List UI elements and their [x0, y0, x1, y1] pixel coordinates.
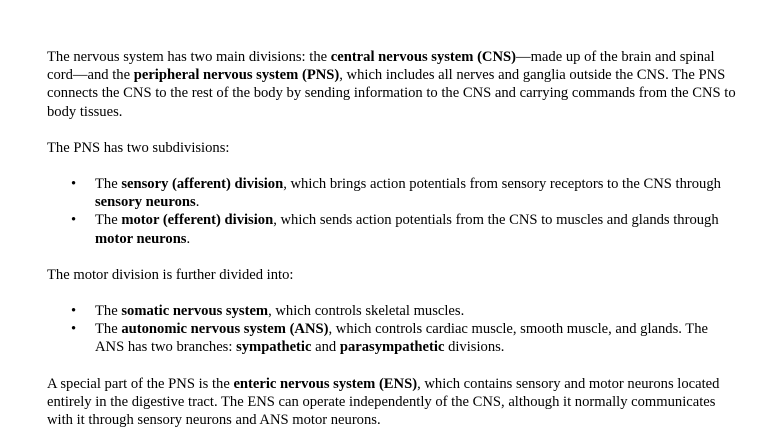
bullet-icon: • [71, 176, 77, 193]
intro-paragraph [47, 48, 737, 121]
term-autonomic-nervous-system: autonomic nervous system (ANS) [121, 321, 329, 338]
pns-subdivisions-heading: The PNS has two subdivisions: [47, 139, 230, 156]
term-enteric-nervous-system: enteric nervous system (ENS) [233, 375, 418, 392]
term-motor-division: motor (efferent) division [121, 212, 274, 229]
motor-division-list [47, 302, 737, 357]
list-item-motor-division: • The motor (efferent) division, which sends action potentials from the CNS to muscles and glands through motor neurons. [71, 212, 719, 247]
term-sensory-neurons: sensory neurons [95, 194, 196, 211]
list-item-autonomic: • The autonomic nervous system (ANS), which controls cardiac muscle, smooth muscle, and glands. The ANS has two branches: sympathetic and parasympathetic divisions. [71, 321, 708, 356]
term-pns: peripheral nervous system (PNS) [133, 67, 340, 84]
term-sympathetic: sympathetic [236, 339, 312, 356]
text-span: , which includes all nerves and ganglia outside the CNS. The PNS connects the CNS to the rest of the body by sending information to the CNS and carrying commands from the CNS to body tissues. [47, 67, 736, 120]
enteric-paragraph: A special part of the PNS is the enteric nervous system (ENS), which contains sensory and motor neurons located entirely in the digestive tract. The ENS can operate independently of the CNS, although it normally communicates with it through sensory neurons and ANS motor neurons. [47, 375, 720, 429]
bullet-icon: • [71, 321, 77, 338]
term-somatic-nervous-system: somatic nervous system [121, 303, 269, 320]
term-motor-neurons: motor neurons [95, 230, 187, 247]
term-parasympathetic: parasympathetic [339, 339, 445, 356]
document-body [47, 48, 737, 429]
text-span: The nervous system has two main divisions: the [47, 49, 331, 65]
pns-subdivisions-list [47, 175, 737, 248]
term-cns: central nervous system (CNS) [330, 49, 516, 65]
list-item-sensory-division: • The sensory (afferent) division, which brings action potentials from sensory receptors to the CNS through sensory neurons. [71, 176, 721, 211]
text-span: —made up of the brain and spinal cord—and the [47, 49, 715, 84]
term-sensory-division: sensory (afferent) division [121, 176, 284, 193]
bullet-icon: • [71, 212, 77, 229]
motor-division-heading: The motor division is further divided into: [47, 266, 294, 283]
list-item-somatic: • The somatic nervous system, which controls skeletal muscles. [71, 303, 465, 320]
bullet-icon: • [71, 303, 77, 320]
